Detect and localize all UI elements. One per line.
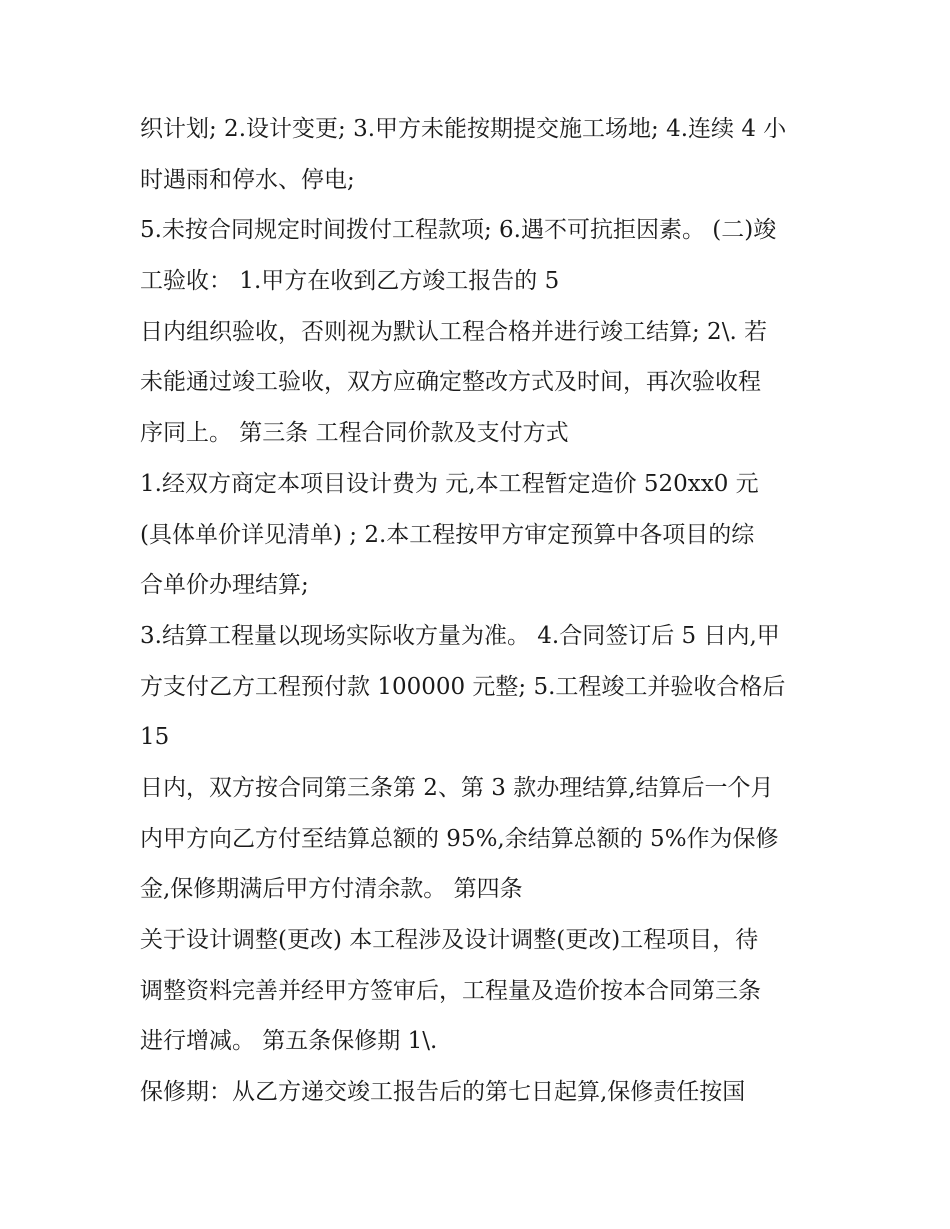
text-line: 进行增减。 第五条保修期 1\. [140, 1028, 438, 1055]
text-line: 日内，双方按合同第三条第 2、第 3 款办理结算,结算后一个月 [140, 774, 774, 801]
text-line: 序同上。 第三条 工程合同价款及支付方式 [140, 420, 569, 447]
text-line: 保修期：从乙方递交竣工报告后的第七日起算,保修责任按国 [140, 1079, 746, 1106]
text-line: 工验收： 1.甲方在收到乙方竣工报告的 5 [140, 268, 560, 295]
text-line: 15 [140, 724, 170, 751]
text-line: 合单价办理结算; [140, 572, 309, 599]
text-line: (具体单价详见清单) ; 2.本工程按甲方审定预算中各项目的综 [140, 521, 755, 548]
text-line: 1.经双方商定本项目设计费为 元,本工程暂定造价 520xx0 元 [140, 470, 759, 497]
contract-text-body [140, 104, 840, 1118]
text-line: 时遇雨和停水、停电; [140, 166, 355, 193]
text-line: 5.未按合同规定时间拨付工程款项; 6.遇不可抗拒因素。 (二)竣 [140, 217, 777, 244]
text-line: 未能通过竣工验收，双方应确定整改方式及时间，再次验收程 [140, 369, 761, 396]
text-line: 内甲方向乙方付至结算总额的 95%,余结算总额的 5%作为保修 [140, 825, 779, 852]
text-line: 方支付乙方工程预付款 100000 元整; 5.工程竣工并验收合格后 [140, 673, 786, 700]
text-line: 关于设计调整(更改) 本工程涉及设计调整(更改)工程项目，待 [140, 927, 759, 953]
text-line: 调整资料完善并经甲方签审后，工程量及造价按本合同第三条 [140, 977, 761, 1004]
text-line: 织计划; 2.设计变更; 3.甲方未能按期提交施工场地; 4.连续 4 小 [140, 116, 787, 142]
text-line: 日内组织验收，否则视为默认工程合格并进行竣工结算; 2\. 若 [140, 318, 768, 345]
text-line: 金,保修期满后甲方付清余款。 第四条 [140, 876, 523, 903]
text-line: 3.结算工程量以现场实际收方量为准。 4.合同签订后 5 日内,甲 [140, 622, 780, 649]
